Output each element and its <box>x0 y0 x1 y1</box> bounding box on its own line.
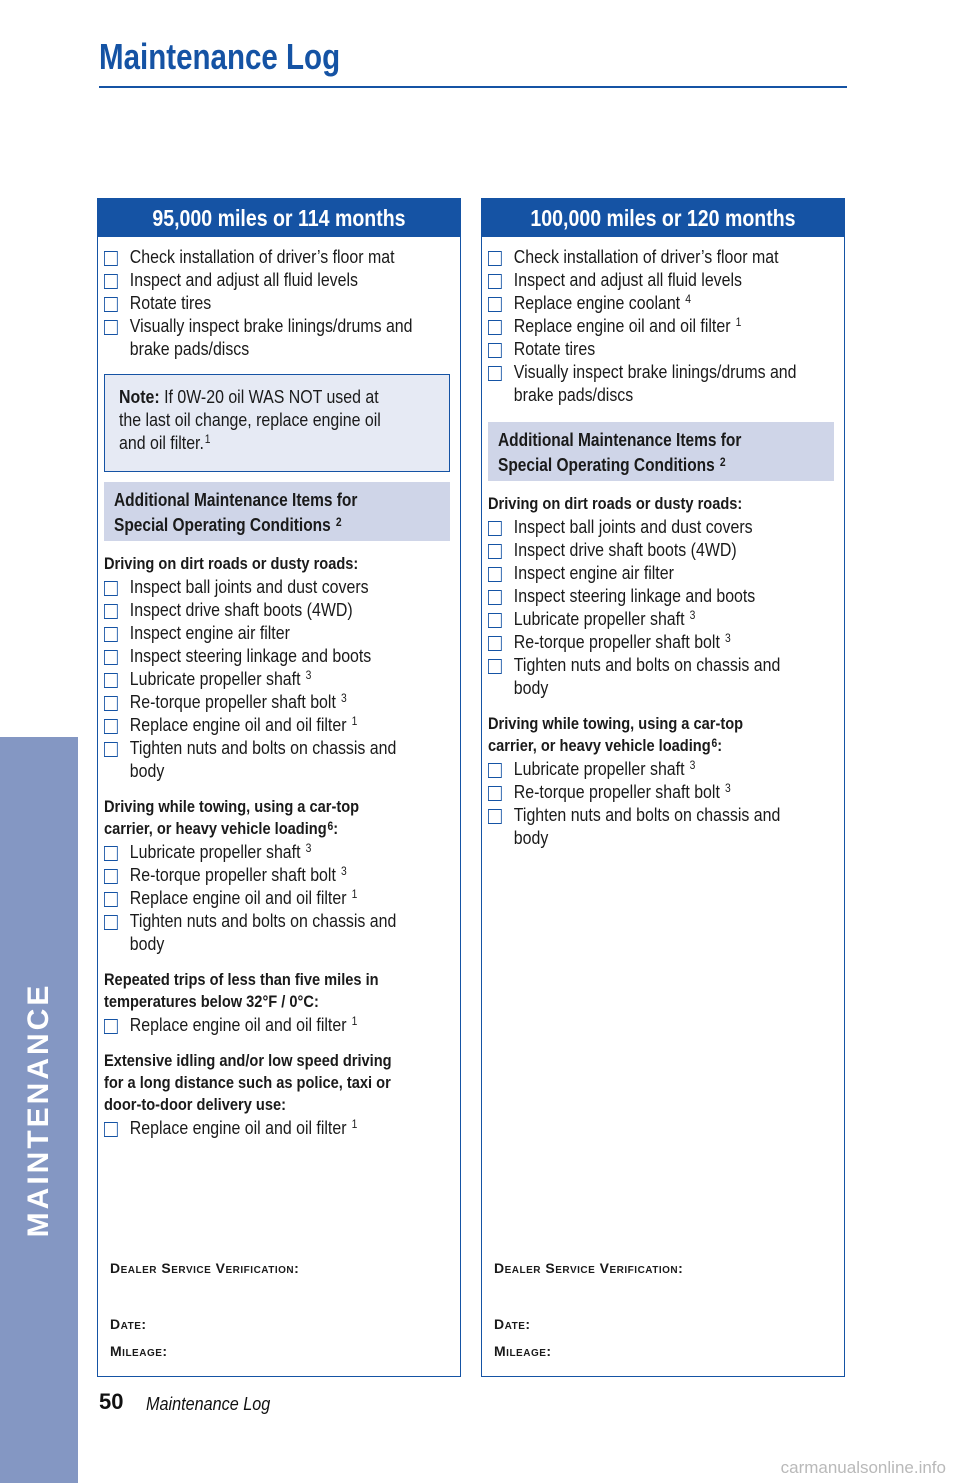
checklist-item <box>104 268 405 291</box>
checklist-item <box>488 268 789 291</box>
dirt-roads-title: Driving on dirt roads or dusty roads: <box>104 554 359 573</box>
checklist-item <box>104 690 405 713</box>
cold-title-1: Repeated trips of less than five miles in <box>104 970 379 989</box>
checklist-item-text: Visually inspect brake linings/drums and <box>513 361 797 382</box>
footnote-ref: 1 <box>351 887 358 901</box>
checklist-item-text: Inspect engine air filter <box>513 562 674 583</box>
additional-items-box <box>488 422 834 481</box>
panel-body: Check installation of driver’s floor mat Inspect and adjust all fluid levels Rotate tires Visually inspect brake linings/drums and brake pads/discs Note: If 0W-20 oil WAS NOT used at the last oil change, replace engine oil and oil filter.$^1$ Additional Maintenance Items for Special Operating Conditions $^2$ Driving on dirt roads or dusty roads: Inspect ball joints and dust covers Inspect drive shaft boots (4WD) Inspect engine air filter Inspect steering linkage and boots Lubricate propeller shaft $^3$ Re-torque propeller shaft bolt $^3$ Replace engine oil and oil filter $^1$ Tighten nuts and bolts on chassis and body Driving while towing, using a car-top carrier, or heavy vehicle loading$^6$: Lubricate propeller shaft $^3$ Re-torque propeller shaft bolt $^3$ Replace engine oil and oil filter $^1$ Tighten nuts and bolts on chassis and body Repeated trips of less than five miles in temperatures below 32°F / 0°C: Replace engine oil and oil filter $^1$ Extensive idling and/or low speed driving for a long distance such as police, taxi or door-to-door delivery use: Replace engine oil and oil filter $^1$ <box>98 237 460 1139</box>
checklist-item-text: Replace engine oil and oil filter <box>513 315 731 336</box>
checklist-item-text: Rotate tires <box>513 338 596 359</box>
checklist-item-text: Rotate tires <box>129 292 212 313</box>
page-title: Maintenance Log <box>99 36 341 77</box>
checklist-item <box>488 291 789 314</box>
idle-title-2: for a long distance such as police, taxi or <box>104 1073 391 1092</box>
dirt-roads-list <box>488 515 838 699</box>
checklist-item <box>488 653 789 676</box>
checklist-item-text: Check installation of driver’s floor mat <box>129 246 395 267</box>
mileage-label: Mileage: <box>494 1343 552 1359</box>
towing-title-2: carrier, or heavy vehicle loading <box>104 819 327 838</box>
towing-title-2: carrier, or heavy vehicle loading <box>488 736 711 755</box>
footnote-ref: 3 <box>689 758 696 772</box>
checklist-item-text: Inspect drive shaft boots (4WD) <box>129 599 353 620</box>
checklist-item-text: Replace engine coolant <box>513 292 681 313</box>
checklist-item-text: Replace engine oil and oil filter <box>129 1117 347 1138</box>
checklist-item <box>104 1013 405 1036</box>
idle-list <box>104 1116 454 1139</box>
checklist-item <box>104 736 405 759</box>
checklist-item-text: Inspect drive shaft boots (4WD) <box>513 539 737 560</box>
side-tab-label: MAINTENANCE <box>22 982 55 1238</box>
checklist-item <box>104 886 405 909</box>
footnote-ref: 3 <box>725 631 731 645</box>
checklist-item-text: Re-torque propeller shaft bolt <box>129 864 336 885</box>
checklist-item <box>488 515 789 538</box>
checklist-item <box>488 780 789 803</box>
footnote-ref: 3 <box>341 691 347 705</box>
towing-title-1: Driving while towing, using a car-top <box>488 714 744 733</box>
towing-footnote: 6 <box>327 819 334 833</box>
checklist-item <box>104 314 413 337</box>
dirt-roads-title: Driving on dirt roads or dusty roads: <box>488 494 743 513</box>
additional-line-1: Additional Maintenance Items for <box>498 430 742 450</box>
checklist-item <box>104 667 405 690</box>
dealer-verification-label: Dealer Service Verification: <box>494 1260 684 1276</box>
checklist-item <box>104 909 405 932</box>
checklist-item <box>488 630 789 653</box>
idle-title-1: Extensive idling and/or low speed driving <box>104 1051 392 1070</box>
checklist-item <box>104 598 405 621</box>
additional-line-1: Additional Maintenance Items for <box>114 490 358 510</box>
checklist-item-text: Inspect ball joints and dust covers <box>513 516 753 537</box>
checklist-item-continuation: body <box>513 677 549 698</box>
checklist-item-text: Lubricate propeller shaft <box>513 608 685 629</box>
checklist-item-text: Visually inspect brake linings/drums and <box>129 315 413 336</box>
dealer-verification-label: Dealer Service Verification: <box>110 1260 300 1276</box>
footnote-ref: 1 <box>351 714 358 728</box>
checklist-item <box>488 360 797 383</box>
note-line-3: and oil filter. <box>119 432 204 453</box>
checklist-item-text: Lubricate propeller shaft <box>513 758 685 779</box>
note-label: Note: <box>119 386 160 407</box>
additional-items-box <box>104 482 450 541</box>
checklist-item <box>104 1116 405 1139</box>
checklist-item <box>104 644 405 667</box>
checklist-item-text: Inspect steering linkage and boots <box>513 585 756 606</box>
checklist-item <box>488 538 789 561</box>
checklist-item-text: Inspect engine air filter <box>129 622 290 643</box>
footer-section-title: Maintenance Log <box>146 1394 271 1414</box>
date-label: Date: <box>110 1316 147 1332</box>
checklist-item <box>488 245 789 268</box>
checklist-item <box>488 757 789 780</box>
checklist-item-text: Check installation of driver’s floor mat <box>513 246 779 267</box>
note-box <box>104 374 450 472</box>
checklist-item <box>488 337 789 360</box>
mileage-label: Mileage: <box>110 1343 168 1359</box>
checklist-item-continuation: body <box>129 933 165 954</box>
checklist-item <box>488 584 789 607</box>
towing-title-1: Driving while towing, using a car-top <box>104 797 360 816</box>
checklist-item-continuation: brake pads/discs <box>129 338 250 359</box>
checklist-item-text: Inspect and adjust all fluid levels <box>513 269 742 290</box>
idle-title-3: door-to-door delivery use: <box>104 1095 286 1114</box>
panel-body: Check installation of driver’s floor mat Inspect and adjust all fluid levels Replace engine coolant $^4$ Replace engine oil and oil filter $^1$ Rotate tires Visually inspect brake linings/drums and brake pads/discs Additional Maintenance Items for Special Operating Conditions $^2$ Driving on dirt roads or dusty roads: Inspect ball joints and dust covers Inspect drive shaft boots (4WD) Inspect engine air filter Inspect steering linkage and boots Lubricate propeller shaft $^3$ Re-torque propeller shaft bolt $^3$ Tighten nuts and bolts on chassis and body Driving while towing, using a car-top carrier, or heavy vehicle loading$^6$: Lubricate propeller shaft $^3$ Re-torque propeller shaft bolt $^3$ Tighten nuts and bolts on chassis and body <box>482 237 844 849</box>
note-line-2: the last oil change, replace engine oil <box>119 409 381 430</box>
title-rule <box>99 86 847 88</box>
checklist-item <box>104 621 405 644</box>
footnote-ref: 3 <box>305 841 312 855</box>
cold-list <box>104 1013 454 1036</box>
page-number: 50 <box>99 1389 124 1414</box>
checklist-item <box>104 575 405 598</box>
panel-heading: 100,000 miles or 120 months <box>482 199 844 237</box>
checklist-item-text: Tighten nuts and bolts on chassis and <box>513 804 781 825</box>
footnote-ref: 3 <box>341 864 347 878</box>
towing-footnote: 6 <box>711 736 718 750</box>
checklist-item-text: Inspect and adjust all fluid levels <box>129 269 358 290</box>
checklist-item-text: Replace engine oil and oil filter <box>129 887 347 908</box>
checklist-item-continuation: body <box>129 760 165 781</box>
footnote-ref: 1 <box>351 1014 358 1028</box>
checklist-item-text: Replace engine oil and oil filter <box>129 714 347 735</box>
towing-list <box>104 840 454 955</box>
checklist-item-continuation: brake pads/discs <box>513 384 634 405</box>
checklist-item <box>104 840 405 863</box>
towing-list <box>488 757 838 849</box>
checklist-item-text: Tighten nuts and bolts on chassis and <box>129 737 397 758</box>
note-line-1: If 0W-20 oil WAS NOT used at <box>164 386 379 407</box>
panel-100000-miles <box>481 198 845 1377</box>
footnote-ref: 3 <box>725 781 731 795</box>
additional-line-2: Special Operating Conditions <box>498 455 715 475</box>
checklist-item-text: Lubricate propeller shaft <box>129 841 301 862</box>
panel-heading: 95,000 miles or 114 months <box>98 199 460 237</box>
checklist-item <box>104 863 405 886</box>
footnote-ref: 1 <box>351 1117 358 1131</box>
checklist-item-text: Re-torque propeller shaft bolt <box>129 691 336 712</box>
checklist-item <box>488 607 789 630</box>
date-label: Date: <box>494 1316 531 1332</box>
checklist-item-text: Replace engine oil and oil filter <box>129 1014 347 1035</box>
watermark: carmanualsonline.info <box>780 1458 946 1477</box>
checklist-item <box>488 314 789 337</box>
additional-footnote: 2 <box>335 515 342 529</box>
note-footnote: 1 <box>204 432 211 446</box>
checklist-item <box>104 245 405 268</box>
dirt-roads-list <box>104 575 454 782</box>
checklist-item-text: Lubricate propeller shaft <box>129 668 301 689</box>
checklist-item <box>104 291 405 314</box>
checklist-item-text: Tighten nuts and bolts on chassis and <box>129 910 397 931</box>
footnote-ref: 3 <box>689 608 696 622</box>
checklist-item-text: Inspect steering linkage and boots <box>129 645 372 666</box>
panel-95000-miles <box>97 198 461 1377</box>
checklist-item-continuation: body <box>513 827 549 848</box>
footnote-ref: 1 <box>735 315 742 329</box>
checklist-item-text: Re-torque propeller shaft bolt <box>513 631 720 652</box>
footnote-ref: 4 <box>685 292 692 306</box>
checklist-item-text: Tighten nuts and bolts on chassis and <box>513 654 781 675</box>
checklist-item <box>104 713 405 736</box>
checklist-item-text: Re-torque propeller shaft bolt <box>513 781 720 802</box>
checklist-item-text: Inspect ball joints and dust covers <box>129 576 369 597</box>
checklist <box>104 245 454 360</box>
footnote-ref: 3 <box>305 668 312 682</box>
additional-footnote: 2 <box>719 455 726 469</box>
additional-line-2: Special Operating Conditions <box>114 515 331 535</box>
checklist-item <box>488 803 789 826</box>
cold-title-2: temperatures below 32°F / 0°C: <box>104 992 319 1011</box>
checklist <box>488 245 838 406</box>
checklist-item <box>488 561 789 584</box>
